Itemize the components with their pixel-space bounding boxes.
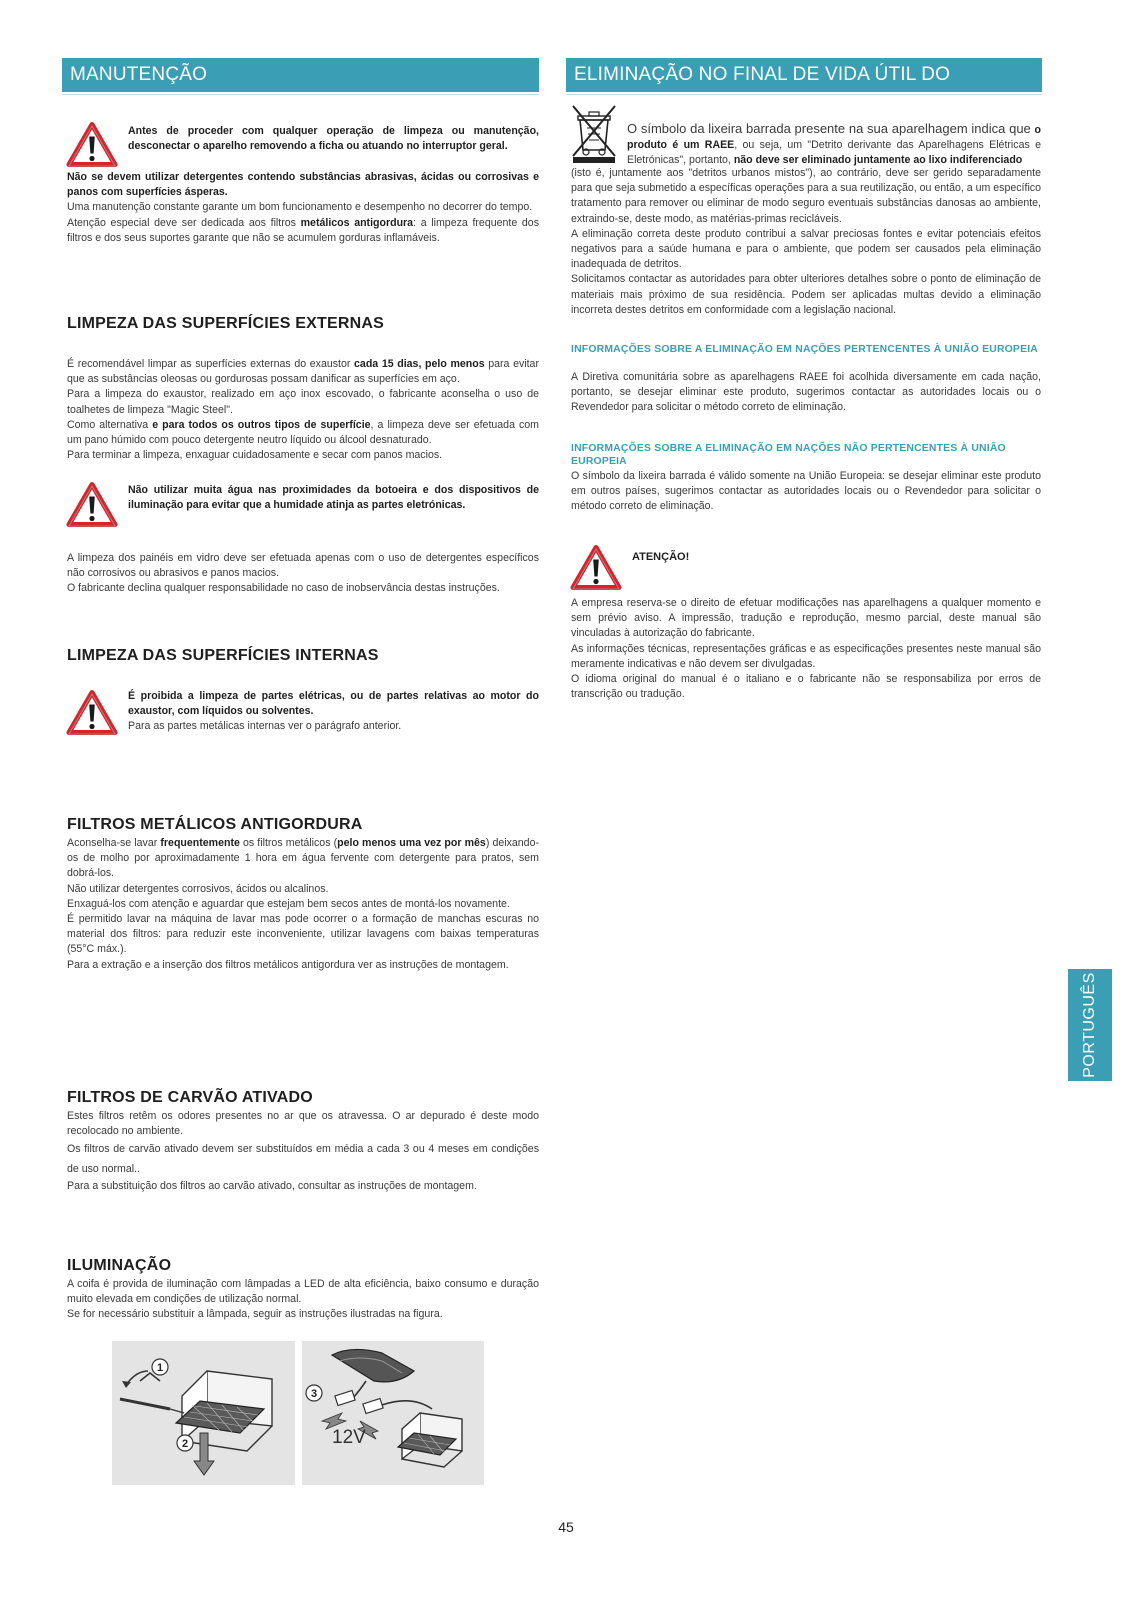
warning-icon — [66, 121, 118, 168]
lighting-title: ILUMINAÇÃO — [67, 1257, 172, 1274]
warning-icon — [66, 481, 118, 528]
non-eu-subtitle: INFORMAÇÕES SOBRE A ELIMINAÇÃO EM NAÇÕES NÃO PERTENCENTES À UNIÃO EUROPEIA — [571, 443, 1006, 467]
lighting-body — [67, 1277, 539, 1323]
filters-p3: Enxaguá-los com atenção e aguardar que estejam bem secos antes de montá-los novamente. — [67, 897, 510, 910]
disposal-title: ELIMINAÇÃO NO FINAL DE VIDA ÚTIL DO APARELHO — [574, 64, 951, 119]
maintenance-warning — [128, 124, 539, 154]
external-p1: É recomendável limpar as superfícies externas do exaustor cada 15 dias, pelo menos para evitar que as substâncias oleosas ou gordurosas possam danificar as superfícies em aço. — [67, 358, 539, 386]
filters-p5: Para a extração e a inserção dos filtros metálicos antigordura ver as instruções de montagem. — [67, 958, 509, 971]
maintenance-p1: Uma manutenção constante garante um bom funcionamento e desempenho no decorrer do tempo. — [67, 201, 533, 214]
warning-icon — [570, 544, 622, 591]
lamp-connector-figure — [302, 1341, 484, 1485]
section-band-maintenance — [62, 58, 539, 92]
step-2-label: 2 — [181, 1438, 189, 1450]
external-p4: Para terminar a limpeza, enxaguar cuidadosamente e secar com panos macios. — [67, 449, 443, 462]
filters-p1: Aconselha-se lavar frequentemente os filtros metálicos (pelo menos uma vez por mês) deixando-os de molho por aproximadamente 1 hora em água fervente com detergente para pratos, sem dobrá-los. — [67, 837, 539, 880]
disposal-body — [571, 166, 1041, 318]
filters-p4: É permitido lavar na máquina de lavar mas pode ocorrer o a formação de manchas escuras no material dos filtros: para reduzir este inconveniente, utilizar lavagens com baixas temperaturas (55°C máx.). — [67, 913, 539, 956]
voltage-label: 12V — [332, 1427, 366, 1448]
maintenance-warning-2: Não se devem utilizar detergentes contendo substâncias abrasivas, ácidas ou corrosivas e panos com superfícies ásperas. — [67, 171, 539, 199]
maintenance-body — [67, 170, 539, 246]
attention-p2: As informações técnicas, representações gráficas e as especificações presentes neste manual são meramente indicativas e não devem ser divulgadas. — [571, 642, 1041, 670]
maintenance-p2: Atenção especial deve ser dedicada aos filtros metálicos antigordura: a limpeza frequente dos filtros e dos seus suportes garante que não se acumulem gorduras inflamáveis. — [67, 216, 539, 244]
filters-p2: Não utilizar detergentes corrosivos, ácidos ou alcalinos. — [67, 882, 329, 895]
lamp-removal-figure — [112, 1341, 295, 1485]
internal-cleaning-title: LIMPEZA DAS SUPERFÍCIES INTERNAS — [67, 647, 379, 664]
non-eu-body: O símbolo da lixeira barrada é válido somente na União Europeia: se desejar eliminar este produto em outros países, sugerimos contactar as autoridades locais ou o Revendedor para solicitar o método correto de eliminação. — [571, 470, 1041, 513]
attention-p1: A empresa reserva-se o direito de efetuar modificações nas aparelhagens a qualquer momento e sem prévio aviso. A impressão, tradução e reprodução, mesmo parcial, deste manual são vinculadas à autorização do fabricante. — [571, 597, 1041, 640]
lighting-p1: A coifa é provida de iluminação com lâmpadas a LED de alta eficiência, baixo consumo e duração muito elevada em condições de utilização normal. — [67, 1278, 539, 1306]
lamp-connector-illustration — [302, 1341, 484, 1485]
external-p6: O fabricante declina qualquer responsabilidade no caso de inobservância destas instruções. — [67, 582, 500, 595]
disposal-p1-end: (isto é, juntamente aos "detritos urbanos mistos"), ao contrário, deve ser gerido separadamente para que seja submetido a específicas operações para a sua reutilização, ou então, a um específico tratamento para remover ou eliminar de modo seguro eventuais substâncias danosas ao ambiente, extraindo-se, deste modo, as matérias-primas recicláveis. — [571, 167, 1041, 225]
carbon-p2: Os filtros de carvão ativado devem ser substituídos em média a cada 3 ou 4 meses em condições de uso normal.. — [67, 1143, 539, 1176]
lighting-p2: Se for necessário substituir a lâmpada, seguir as instruções ilustradas na figura. — [67, 1308, 443, 1321]
attention-p3: O idioma original do manual é o italiano e o fabricante não se responsabiliza por erros de transcrição ou tradução. — [571, 673, 1041, 701]
external-cleaning-title: LIMPEZA DAS SUPERFÍCIES EXTERNAS — [67, 315, 384, 332]
metal-filters-title: FILTROS METÁLICOS ANTIGORDURA — [67, 816, 363, 833]
carbon-filters-body — [67, 1109, 539, 1195]
disposal-p3: Solicitamos contactar as autoridades para obter ulteriores detalhes sobre o ponto de eliminação de materiais mais próximo de sua residência. Podem ser aplicadas multas devido a eliminação incorreta destes detritos em conformidade com a legislação nacional. — [571, 273, 1041, 316]
eu-body: A Diretiva comunitária sobre as aparelhagens RAEE foi acolhida diversamente em cada nação, portanto, se desejar eliminar este produto, sugerimos contactar as autoridades locais ou o Revendedor para solicitar o método correto de eliminação. — [571, 371, 1041, 414]
external-cleaning-body — [67, 357, 539, 463]
external-warning: Não utilizar muita água nas proximidades da botoeira e dos dispositivos de iluminação para evitar que a humidade atinja as partes eletrónicas. — [128, 484, 539, 512]
attention-title: ATENÇÃO! — [632, 551, 690, 563]
external-p2: Para a limpeza do exaustor, realizado em aço inox escovado, o fabricante aconselha o uso de toalhetes de limpeza "Magic Steel". — [67, 388, 539, 416]
eu-subtitle: INFORMAÇÕES SOBRE A ELIMINAÇÃO EM NAÇÕES PERTENCENTES À UNIÃO EUROPEIA — [571, 344, 1038, 355]
external-glass-body — [67, 551, 539, 597]
disposal-intro — [627, 121, 1041, 169]
section-band-disposal — [566, 58, 1042, 119]
warning-icon — [66, 689, 118, 736]
step-1-label: 1 — [156, 1362, 164, 1374]
disposal-p1-start: O símbolo da lixeira barrada presente na sua aparelhagem indica que o produto é um RAEE, ou seja, um "Detrito derivante das Aparelhagens Elétricas e Eletrónicas", portanto, não deve ser eliminado juntamente ao lixo indiferenciado — [627, 121, 1041, 167]
lamp-removal-illustration — [112, 1341, 295, 1485]
carbon-p1: Estes filtros retêm os odores presentes no ar que os atravessa. O ar depurado é deste modo recolocado no ambiente. — [67, 1110, 539, 1138]
language-tab-label: PORTUGUÊS — [1081, 972, 1098, 1078]
internal-cleaning-body — [128, 689, 539, 735]
internal-p1: Para as partes metálicas internas ver o parágrafo anterior. — [128, 720, 402, 733]
external-p3: Como alternativa e para todos os outros tipos de superfície, a limpeza deve ser efetuada com um pano húmido com pouco detergente neutro líquido ou álcool desnaturado. — [67, 418, 539, 447]
carbon-p3: Para a substituição dos filtros ao carvão ativado, consultar as instruções de montagem. — [67, 1180, 477, 1193]
page-number: 45 — [558, 1519, 574, 1535]
language-tab — [1068, 969, 1112, 1081]
maintenance-warning-1: Antes de proceder com qualquer operação de limpeza ou manutenção, desconectar o aparelho removendo a ficha ou atuando no interruptor geral. — [128, 125, 539, 153]
metal-filters-body — [67, 836, 539, 973]
disposal-p2: A eliminação correta deste produto contribui a salvar preciosas fontes e evitar potenciais efeitos negativos para a saúde humana e para o ambiente, que podem ser causados pela eliminação inadequada de detritos. — [571, 227, 1041, 271]
attention-body — [571, 596, 1041, 702]
weee-bin-icon — [571, 102, 617, 164]
carbon-filters-title: FILTROS DE CARVÃO ATIVADO — [67, 1089, 313, 1106]
external-p5: A limpeza dos painéis em vidro deve ser efetuada apenas com o uso de detergentes específicos não corrosivos ou abrasivos e panos macios. — [67, 552, 539, 580]
maintenance-title: MANUTENÇÃO — [70, 64, 208, 85]
step-3-label: 3 — [310, 1388, 318, 1400]
internal-warning: É proibida a limpeza de partes elétricas, ou de partes relativas ao motor do exaustor, com líquidos ou solventes. — [128, 690, 539, 718]
